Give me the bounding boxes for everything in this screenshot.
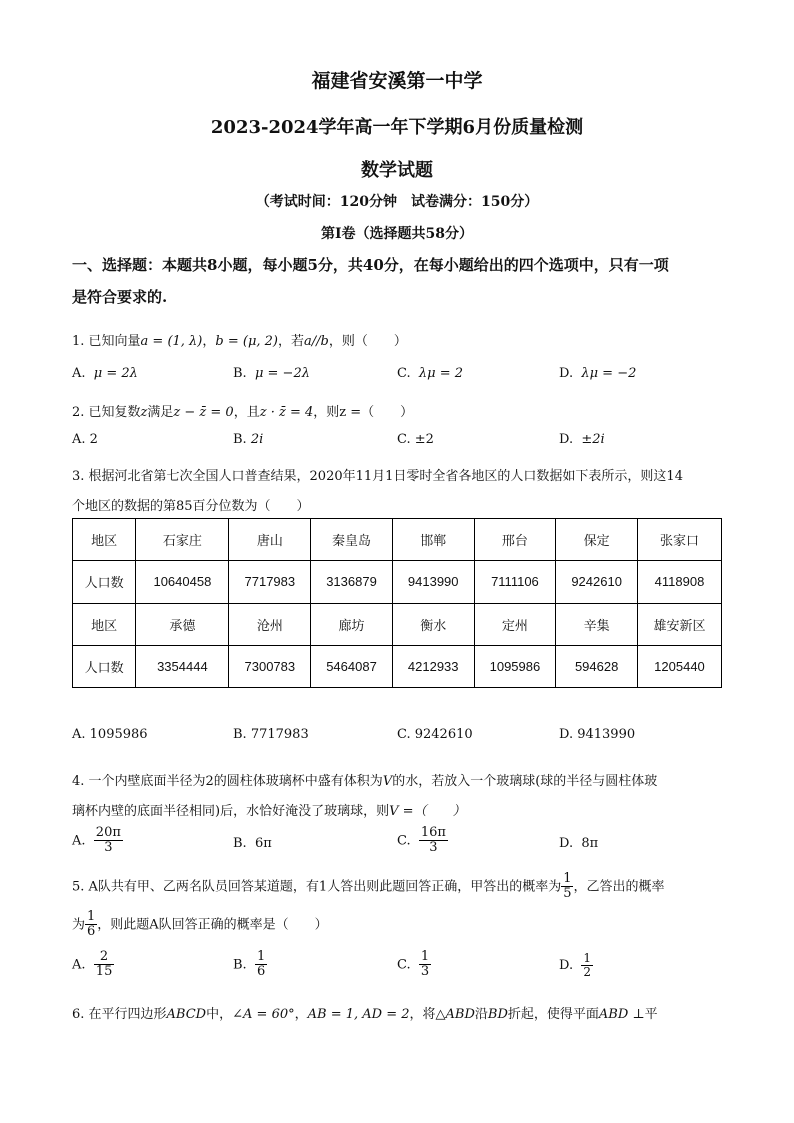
q4-line2-pre: 璃杯内壁的底面半径相同)后，水恰好淹没了玻璃球，则 (72, 804, 390, 819)
q5-line1: 5. A队共有甲、乙两名队员回答某道题，有1人答出则此题回答正确，甲答出的概率为 (72, 879, 562, 895)
table-cell: 唐山 (229, 519, 311, 561)
q6-triangle: △ABD (435, 1007, 475, 1022)
fraction-numerator: 1 (583, 951, 591, 965)
q2-mid1: 满足 (147, 405, 174, 420)
table-cell: 廊坊 (311, 603, 393, 645)
exam-title: 2023-2024学年高一年下学期6月份质量检测 (210, 117, 584, 138)
q4-line1-pre: 4. 一个内壁底面半径为2的圆柱体玻璃杯中盛有体积为 (72, 774, 383, 789)
table-cell: 定州 (474, 603, 556, 645)
table-cell: 4212933 (392, 645, 474, 687)
q1-option-d-label: D. (559, 366, 574, 381)
table-cell: 9242610 (556, 561, 638, 603)
q4-option-a-label: A. (72, 833, 86, 849)
table-cell: 7111106 (474, 561, 556, 603)
q5-option-b-fraction (255, 950, 267, 980)
q3-option-d: D. 9413990 (559, 727, 636, 742)
table-cell: 1095986 (474, 645, 556, 687)
q5-line2-pre: 为 (72, 917, 86, 933)
q1-post: ，则（ ） (328, 334, 407, 349)
q3-option-b: B. 7717983 (233, 727, 309, 742)
q1-option-b (233, 366, 310, 381)
q1-option-a-label: A. (72, 366, 86, 381)
q4-option-a (72, 826, 123, 856)
table-cell: 地区 (73, 519, 136, 561)
q2-option-b-label: B. (233, 432, 247, 447)
q6-mid2: ，将 (409, 1007, 436, 1022)
q2-mid2: ，且 (233, 405, 260, 420)
table-cell: 1205440 (637, 645, 721, 687)
q1-option-d-text: λμ = −2 (581, 366, 637, 381)
q4-option-d-text: 8π (581, 836, 599, 851)
q2-post: ，则z =（ ） (313, 405, 414, 420)
q2-z: z (140, 405, 148, 420)
q4-option-c-fraction (419, 826, 448, 856)
table-row (73, 603, 722, 645)
q4-option-d-label: D. (559, 836, 574, 851)
school-name: 福建省安溪第一中学 (311, 70, 483, 92)
question-5-stem-line2 (72, 910, 328, 940)
table-cell: 衡水 (392, 603, 474, 645)
q5-line1-post: ，乙答出的概率 (573, 879, 665, 895)
q2-option-b (233, 432, 263, 447)
population-table (72, 518, 722, 688)
q5-option-c (397, 950, 431, 980)
q2-option-d-text: ±2i (581, 432, 605, 447)
fraction-denominator: 3 (104, 840, 113, 856)
fraction-denominator: 3 (429, 840, 438, 856)
fraction-numerator: 2 (94, 950, 115, 965)
table-cell: 9413990 (392, 561, 474, 603)
subject-title: 数学试题 (361, 160, 433, 181)
table-cell: 雄安新区 (637, 603, 721, 645)
q6-plane: ABD ⊥ (598, 1007, 645, 1022)
table-cell: 7300783 (229, 645, 311, 687)
q6-mid3: 沿 (474, 1007, 488, 1022)
q5-prob-b (85, 910, 97, 940)
q2-option-b-text: 2i (250, 432, 264, 447)
table-cell: 4118908 (637, 561, 721, 603)
part-title: 第Ⅰ卷（选择题共58分） (320, 226, 474, 242)
table-cell: 保定 (556, 519, 638, 561)
section-heading-line1: 一、选择题：本题共8小题，每小题5分，共40分，在每小题给出的四个选项中，只有一项 (72, 256, 669, 274)
table-cell: 7717983 (229, 561, 311, 603)
table-cell: 人口数 (73, 561, 136, 603)
table-cell: 邢台 (474, 519, 556, 561)
q6-angle: ∠A = 60° (232, 1007, 295, 1022)
table-cell: 秦皇岛 (311, 519, 393, 561)
fraction-numerator: 1 (256, 949, 266, 964)
question-1-stem (72, 330, 407, 349)
q2-pre: 2. 已知复数 (72, 405, 141, 420)
q1-vector-a: a = (1, λ) (140, 334, 203, 349)
q1-option-c-label: C. (397, 366, 411, 381)
q6-abcd: ABCD (166, 1007, 207, 1022)
q6-lengths: AB = 1, AD = 2 (307, 1007, 410, 1022)
q3-option-a: A. 1095986 (72, 727, 148, 742)
q2-condition-2: z · z̄ = 4 (259, 405, 314, 420)
fraction-numerator: 1 (420, 949, 430, 964)
q4-option-a-fraction (94, 826, 123, 856)
q5-option-d (559, 952, 593, 979)
q2-option-d-label: D. (559, 432, 574, 447)
fraction-denominator: 6 (256, 964, 266, 980)
table-cell: 地区 (73, 603, 136, 645)
q1-option-a (72, 366, 138, 381)
table-cell: 辛集 (556, 603, 638, 645)
q5-option-b (233, 950, 267, 980)
q5-option-c-fraction (419, 950, 431, 980)
q1-pre: 1. 已知向量 (72, 334, 141, 349)
q1-mid: ，若 (278, 334, 305, 349)
table-row (73, 561, 722, 603)
question-3-stem-line2: 个地区的数据的第85百分位数为（ ） (72, 499, 310, 514)
table-cell: 3136879 (311, 561, 393, 603)
q1-sep: ， (202, 334, 216, 349)
section-heading-line2: 是符合要求的. (72, 288, 168, 306)
q6-end: 平 (644, 1007, 658, 1022)
table-cell: 人口数 (73, 645, 136, 687)
question-6-stem (72, 1003, 658, 1022)
q6-bd: BD (487, 1007, 508, 1022)
fraction-denominator: 15 (95, 964, 113, 980)
table-cell: 石家庄 (136, 519, 229, 561)
q5-line2-post: ，则此题A队回答正确的概率是（ ） (97, 917, 328, 933)
q4-line1-post: 的水，若放入一个玻璃球(球的半径与圆柱体玻 (392, 774, 658, 789)
q6-mid1: 中， (206, 1007, 233, 1022)
q2-option-d (559, 432, 605, 447)
table-cell: 3354444 (136, 645, 229, 687)
table-cell: 沧州 (229, 603, 311, 645)
table-row (73, 645, 722, 687)
q4-option-b-text: 6π (254, 836, 272, 851)
question-4-stem-line1 (72, 770, 657, 789)
q4-v: V (382, 774, 393, 789)
question-4-stem-line2 (72, 800, 466, 819)
q4-option-b (233, 836, 272, 851)
q5-option-a (72, 950, 114, 980)
q1-option-c (397, 366, 463, 381)
q6-sep: ， (294, 1007, 308, 1022)
table-cell: 承德 (136, 603, 229, 645)
table-cell: 10640458 (136, 561, 229, 603)
q4-option-b-label: B. (233, 836, 247, 851)
q4-line2-post: V =（ ） (389, 804, 466, 819)
fraction-denominator: 2 (583, 965, 591, 980)
q1-option-c-text: λμ = 2 (418, 366, 464, 381)
fraction-numerator: 1 (87, 909, 96, 924)
q1-option-d (559, 366, 636, 381)
q3-option-c: C. 9242610 (397, 727, 473, 742)
fraction-numerator: 20π (95, 825, 121, 840)
fraction-numerator: 1 (563, 871, 572, 886)
q1-option-b-label: B. (233, 366, 247, 381)
fraction-denominator: 5 (563, 886, 572, 902)
fraction-denominator: 3 (420, 964, 430, 980)
table-cell: 5464087 (311, 645, 393, 687)
question-5-stem-line1 (72, 872, 665, 902)
q5-option-d-label: D. (559, 958, 574, 974)
table-cell: 张家口 (637, 519, 721, 561)
q4-option-c-label: C. (397, 833, 411, 849)
table-cell: 594628 (556, 645, 638, 687)
fraction-numerator: 16π (420, 825, 446, 840)
q5-option-b-label: B. (233, 957, 247, 973)
table-cell: 邯郸 (392, 519, 474, 561)
q2-condition-1: z − z̄ = 0 (173, 405, 234, 420)
fraction-denominator: 6 (87, 924, 96, 940)
table-row (73, 519, 722, 561)
q2-option-c: C. ±2 (397, 432, 434, 447)
q5-prob-a (561, 872, 573, 902)
q1-option-b-text: μ = −2λ (254, 366, 310, 381)
q2-option-a: A. 2 (72, 432, 98, 447)
q1-option-a-text: μ = 2λ (93, 366, 138, 381)
q4-option-d (559, 836, 598, 851)
q5-option-a-label: A. (72, 957, 86, 973)
question-2-stem (72, 401, 413, 420)
q5-option-a-fraction (94, 950, 115, 980)
q1-condition: a//b (304, 334, 329, 349)
question-3-stem-line1: 3. 根据河北省第七次全国人口普查结果，2020年11月1日零时全省各地区的人口数据如下表所示，则这14 (72, 469, 683, 484)
q4-option-c (397, 826, 448, 856)
q6-post: 折起，使得平面 (507, 1007, 599, 1022)
q5-option-d-fraction (581, 952, 593, 979)
q6-pre: 6. 在平行四边形 (72, 1007, 167, 1022)
q5-option-c-label: C. (397, 957, 411, 973)
exam-info: （考试时间：120分钟 试卷满分：150分） (255, 194, 539, 210)
q1-vector-b: b = (μ, 2) (215, 334, 278, 349)
